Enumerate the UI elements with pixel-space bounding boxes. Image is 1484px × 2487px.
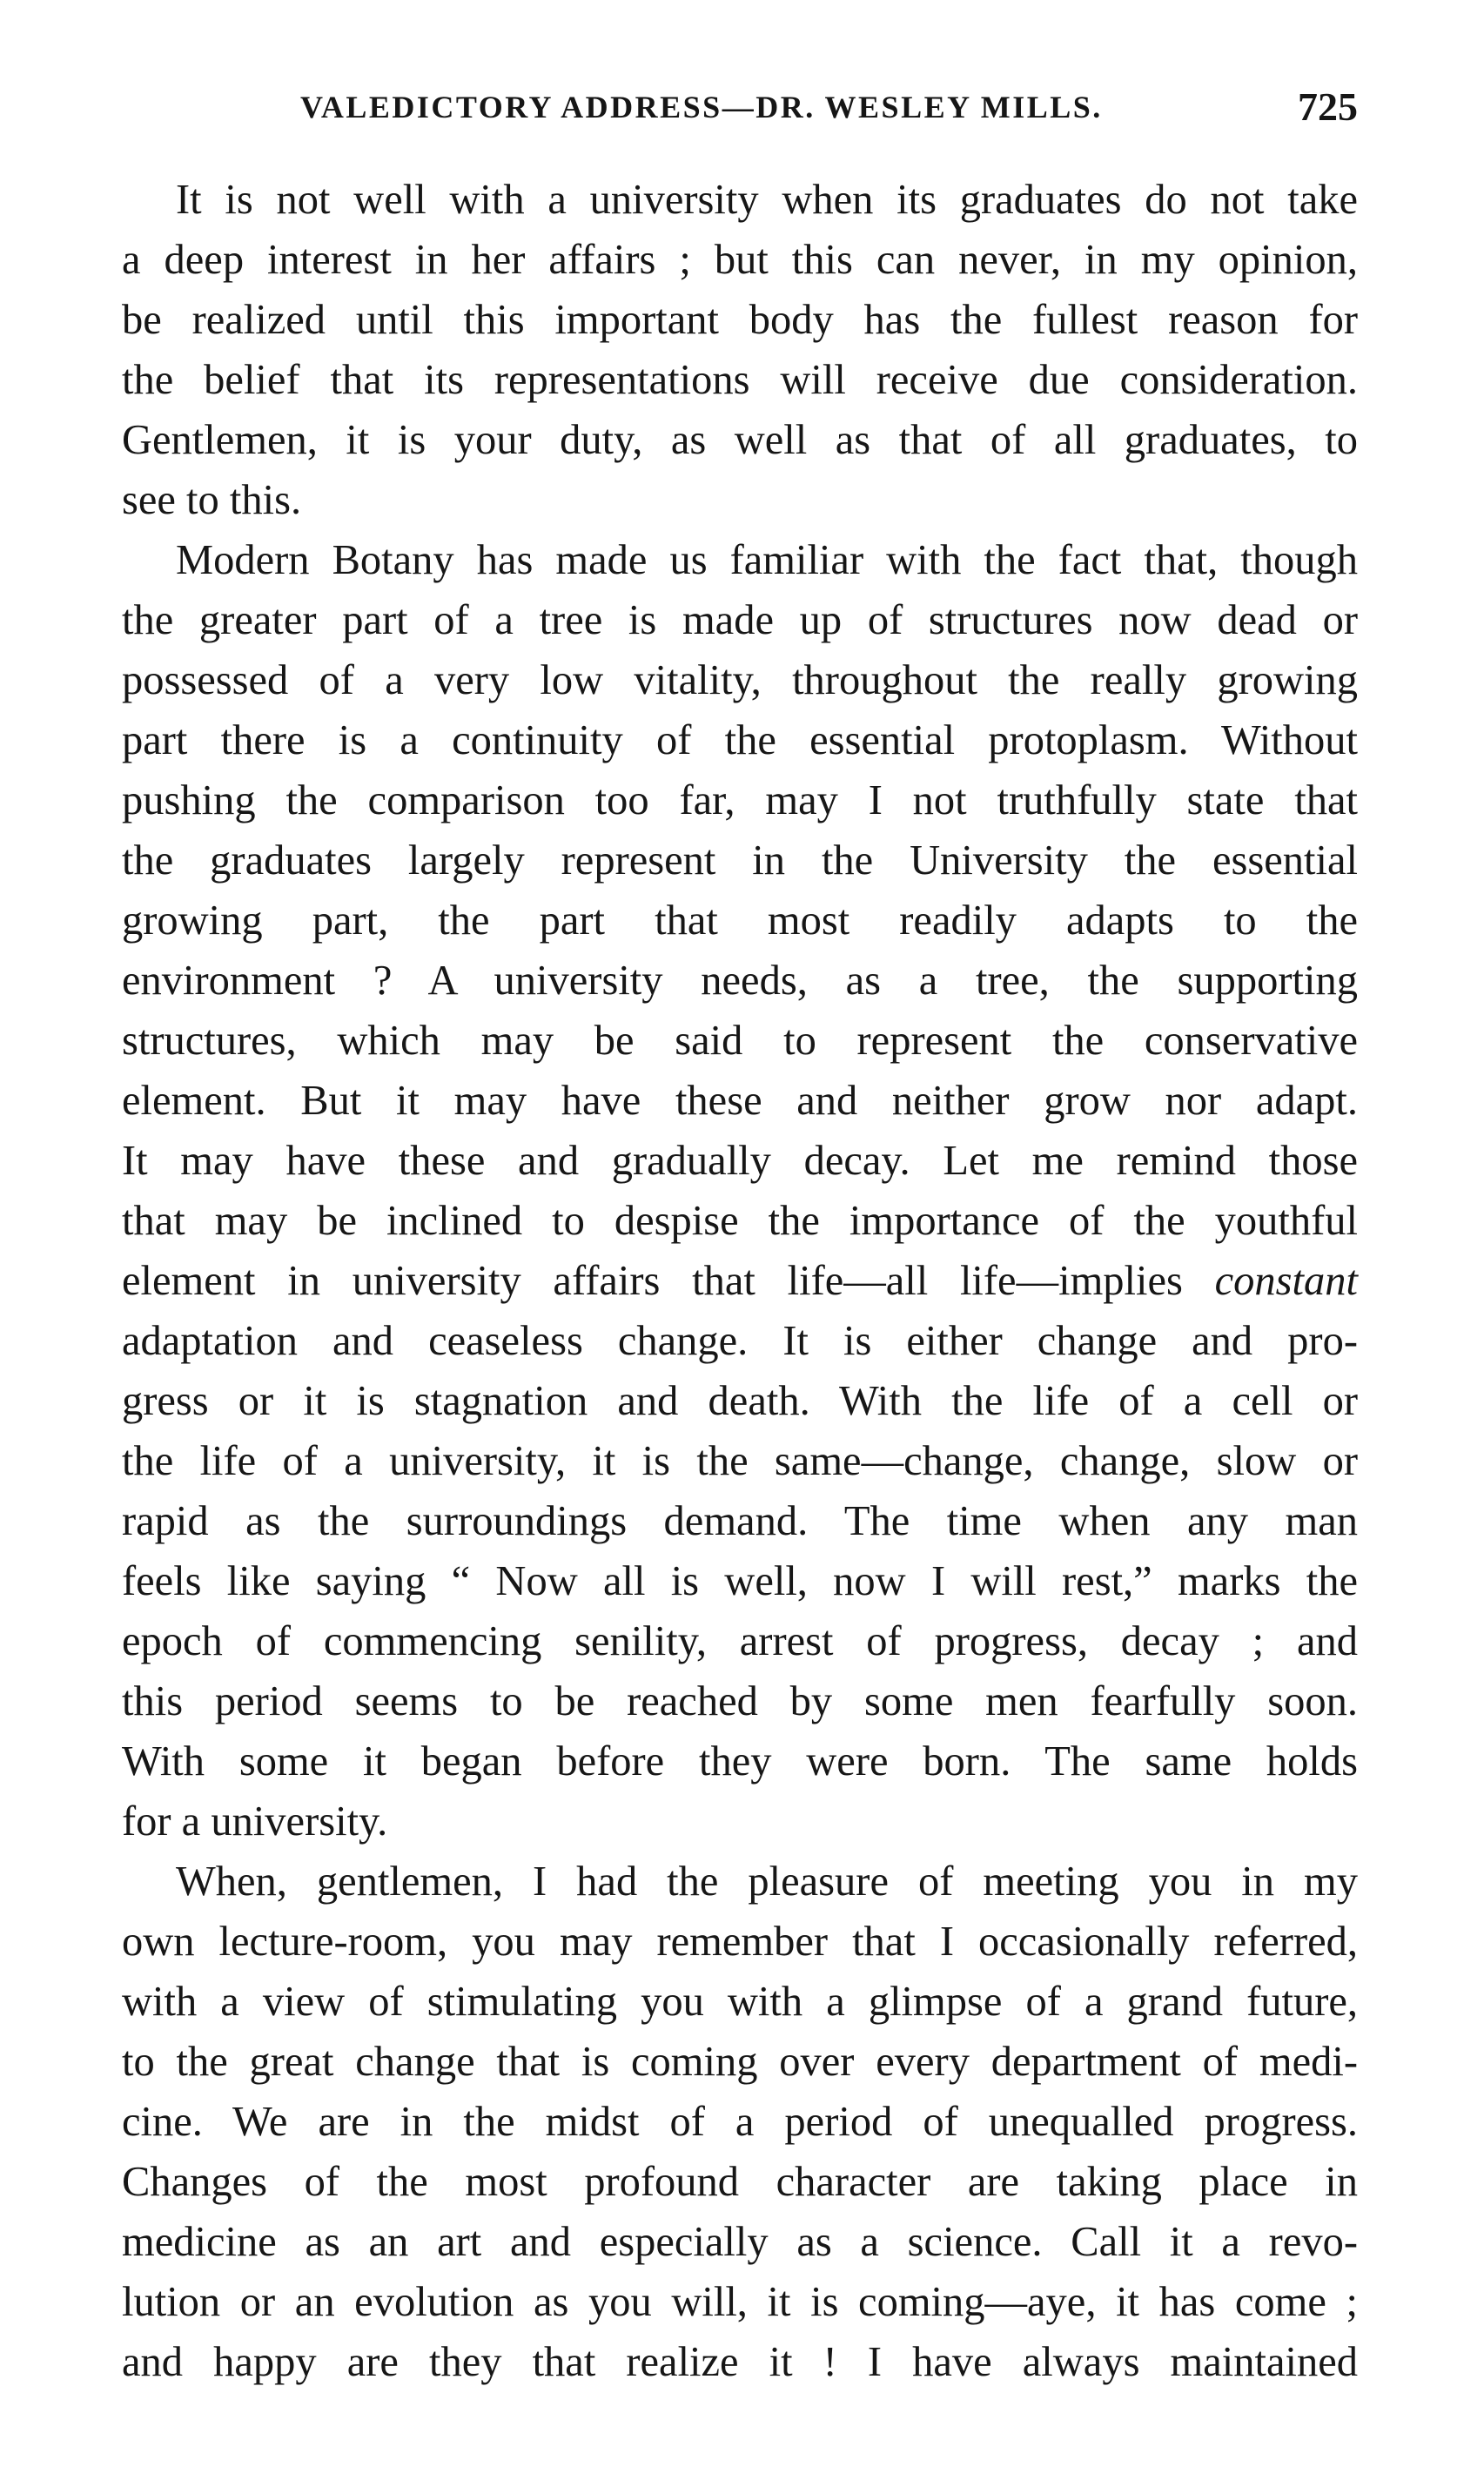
text-line: Changes of the most profound character are taking place in	[122, 2159, 1358, 2205]
paragraph	[122, 1852, 1358, 2392]
text-line: structures, which may be said to represent the conservative	[122, 1018, 1358, 1064]
text-line: element. But it may have these and neither grow nor adapt.	[122, 1078, 1358, 1124]
text-line: with a view of stimulating you with a glimpse of a grand future,	[122, 1979, 1358, 2025]
text-line: adaptation and ceaseless change. It is either change and pro-	[122, 1318, 1358, 1364]
text-line: see to this.	[122, 477, 302, 523]
text-line: be realized until this important body has the fullest reason for	[122, 297, 1358, 343]
text-line-with-emphasis	[122, 1251, 1358, 1311]
text-line: epoch of commencing senility, arrest of progress, decay ; and	[122, 1618, 1358, 1664]
text-line: gress or it is stagnation and death. With the life of a cell or	[122, 1378, 1358, 1424]
text-line: pushing the comparison too far, may I not truthfully state that	[122, 777, 1358, 823]
body-text	[122, 170, 1358, 2392]
text-line: Modern Botany has made us familiar with the fact that, though	[176, 537, 1358, 583]
text-line: part there is a continuity of the essential protoplasm. Without	[122, 717, 1358, 763]
text-line: and happy are they that realize it ! I have always maintained	[122, 2339, 1358, 2385]
text-line: for a university.	[122, 1798, 388, 1845]
paragraph	[122, 530, 1358, 1852]
text-line: growing part, the part that most readily adapts to the	[122, 897, 1358, 944]
text-line: It may have these and gradually decay. Let me remind those	[122, 1138, 1358, 1184]
text-line: the belief that its representations will receive due consideration.	[122, 357, 1358, 403]
text-line: this period seems to be reached by some men fearfully soon.	[122, 1678, 1358, 1724]
page-number: 725	[1298, 84, 1358, 129]
emphasized-word: constant	[1214, 1258, 1358, 1304]
text-line: It is not well with a university when its graduates do not take	[176, 177, 1358, 223]
text-line: that may be inclined to despise the importance of the youthful	[122, 1198, 1358, 1244]
text-line: cine. We are in the midst of a period of unequalled progress.	[122, 2099, 1358, 2145]
paragraph	[122, 170, 1358, 530]
running-head	[122, 84, 1358, 136]
text-line: feels like saying “ Now all is well, now I will rest,” marks the	[122, 1558, 1358, 1604]
text-line: rapid as the surroundings demand. The time when any man	[122, 1498, 1358, 1544]
text-line: When, gentlemen, I had the pleasure of meeting you in my	[176, 1859, 1358, 1905]
text-line: lution or an evolution as you will, it is coming—aye, it has come ;	[122, 2279, 1358, 2325]
text-line: environment ? A university needs, as a tree, the supporting	[122, 958, 1358, 1004]
running-title: VALEDICTORY ADDRESS—DR. WESLEY MILLS.	[300, 90, 1103, 124]
text-line: the greater part of a tree is made up of structures now dead or	[122, 597, 1358, 643]
text-line: the life of a university, it is the same—change, change, slow or	[122, 1438, 1358, 1484]
text-line: Gentlemen, it is your duty, as well as that of all graduates, to	[122, 417, 1358, 463]
text-line: medicine as an art and especially as a science. Call it a revo-	[122, 2219, 1358, 2265]
text-run: element in university affairs that life—all life—implies	[122, 1258, 1215, 1304]
text-line: a deep interest in her affairs ; but this can never, in my opinion,	[122, 237, 1358, 283]
text-line: to the great change that is coming over every department of medi-	[122, 2039, 1358, 2085]
text-line: possessed of a very low vitality, throughout the really growing	[122, 657, 1358, 703]
text-line: own lecture-room, you may remember that I occasionally referred,	[122, 1919, 1358, 1965]
text-line: the graduates largely represent in the University the essential	[122, 837, 1358, 884]
text-line: With some it began before they were born. The same holds	[122, 1738, 1358, 1785]
